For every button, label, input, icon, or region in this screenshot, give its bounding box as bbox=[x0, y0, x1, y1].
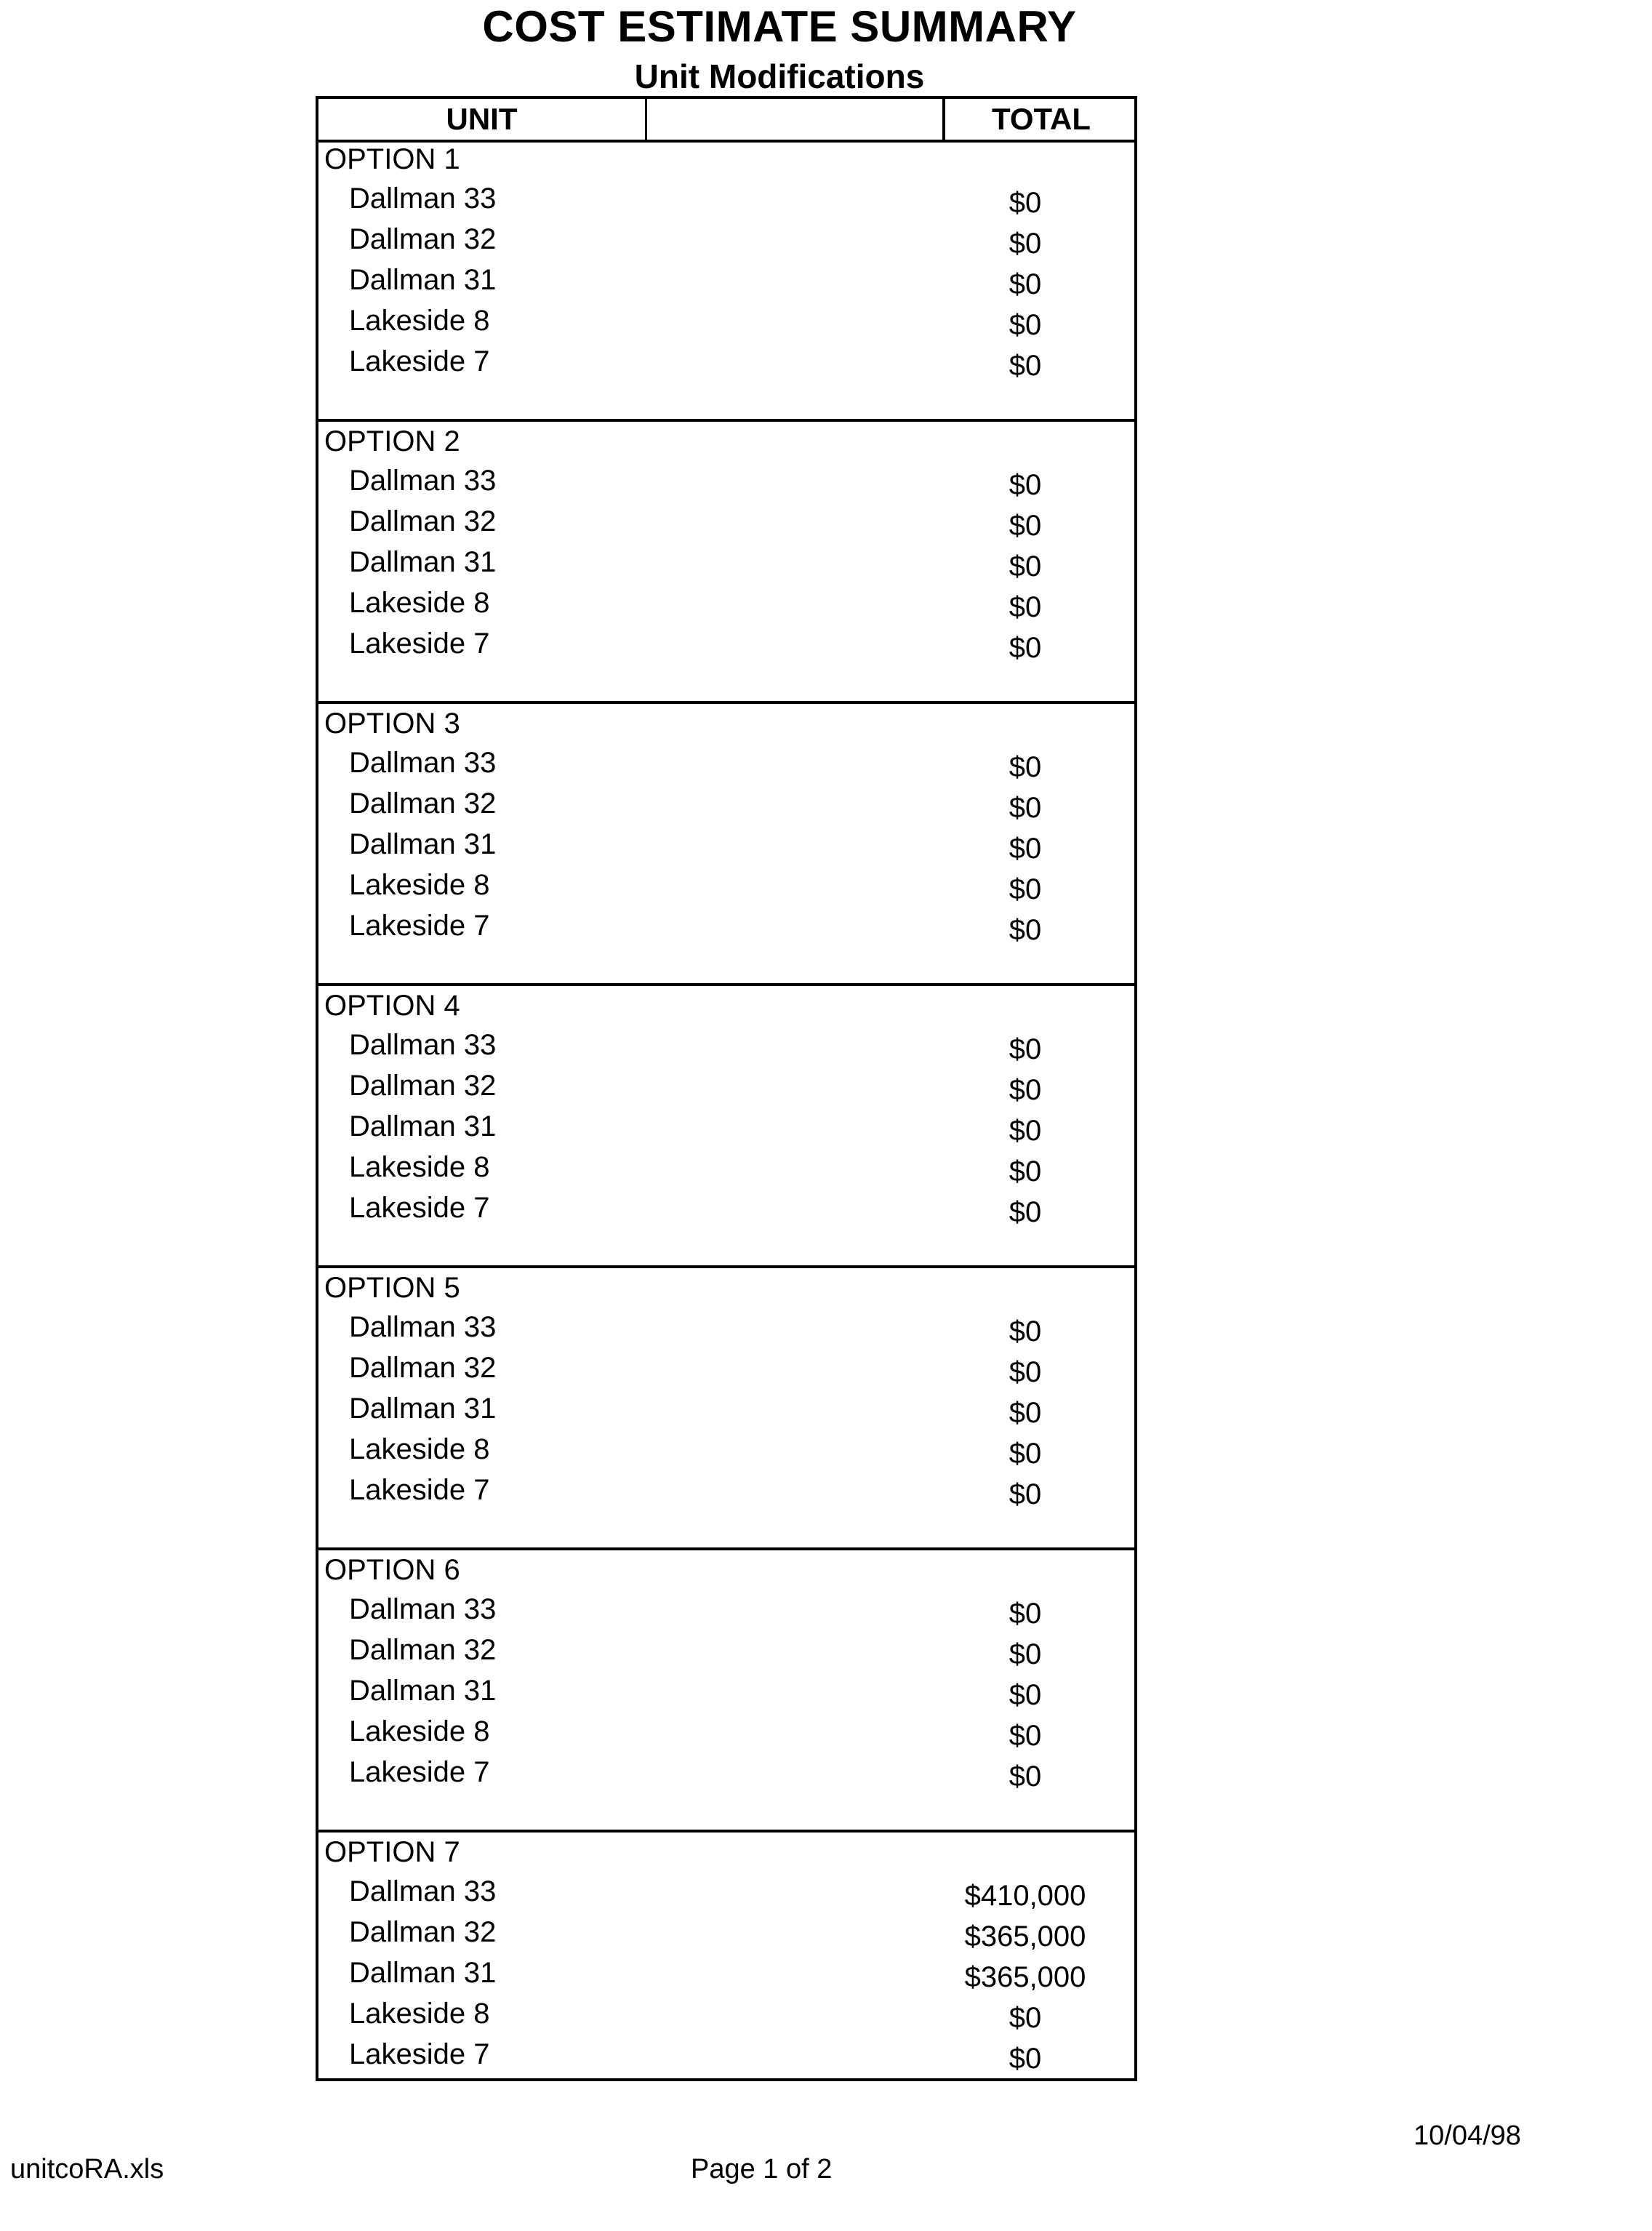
table-row bbox=[318, 461, 1134, 500]
page-subtitle: Unit Modifications bbox=[634, 57, 925, 95]
footer-page-number: Page 1 of 2 bbox=[691, 2154, 833, 2184]
unit-name: Lakeside 7 bbox=[349, 910, 490, 942]
table-row bbox=[318, 2035, 1134, 2074]
table-row bbox=[318, 624, 1134, 663]
table-row bbox=[318, 220, 1134, 259]
unit-name: Dallman 33 bbox=[349, 1311, 497, 1343]
unit-name: Dallman 33 bbox=[349, 183, 497, 215]
table-header-row bbox=[318, 99, 1134, 143]
option-label: OPTION 1 bbox=[324, 143, 460, 175]
unit-total: $0 bbox=[1009, 1115, 1042, 1147]
unit-total: $0 bbox=[1009, 268, 1042, 300]
unit-name: Dallman 32 bbox=[349, 223, 497, 255]
unit-name: Lakeside 8 bbox=[349, 305, 490, 337]
unit-total: $0 bbox=[1009, 1679, 1042, 1711]
blank-column-header bbox=[647, 99, 945, 140]
option-block bbox=[318, 140, 1134, 422]
unit-total: $0 bbox=[1009, 1155, 1042, 1187]
unit-name: Lakeside 8 bbox=[349, 587, 490, 619]
table-row bbox=[318, 179, 1134, 218]
table-row bbox=[318, 583, 1134, 622]
unit-name: Dallman 31 bbox=[349, 264, 497, 296]
unit-total: $0 bbox=[1009, 1397, 1042, 1429]
table-row bbox=[318, 906, 1134, 945]
footer-filename: unitcoRA.xls bbox=[10, 2154, 164, 2184]
table-row bbox=[318, 1307, 1134, 1347]
unit-name: Dallman 32 bbox=[349, 1634, 497, 1666]
option-label: OPTION 2 bbox=[324, 425, 460, 457]
table-row bbox=[318, 1953, 1134, 1992]
unit-total: $0 bbox=[1009, 2002, 1042, 2034]
unit-total: $365,000 bbox=[964, 1920, 1086, 1952]
unit-total: $0 bbox=[1009, 1074, 1042, 1106]
unit-name: Dallman 33 bbox=[349, 1029, 497, 1061]
table-row bbox=[318, 1630, 1134, 1670]
unit-name: Lakeside 8 bbox=[349, 869, 490, 901]
unit-total: $0 bbox=[1009, 1598, 1042, 1630]
unit-name: Lakeside 8 bbox=[349, 1151, 490, 1183]
unit-total: $0 bbox=[1009, 1638, 1042, 1670]
unit-name: Dallman 31 bbox=[349, 1675, 497, 1707]
unit-name: Dallman 32 bbox=[349, 788, 497, 820]
table-row bbox=[318, 1470, 1134, 1510]
option-block bbox=[318, 1268, 1134, 1550]
unit-total: $0 bbox=[1009, 751, 1042, 783]
unit-total: $0 bbox=[1009, 550, 1042, 582]
unit-total: $0 bbox=[1009, 1315, 1042, 1347]
table-row bbox=[318, 865, 1134, 905]
unit-name: Lakeside 7 bbox=[349, 2038, 490, 2070]
unit-total: $0 bbox=[1009, 1720, 1042, 1752]
unit-total: $365,000 bbox=[964, 1961, 1086, 1993]
table-row bbox=[318, 1912, 1134, 1952]
unit-total: $0 bbox=[1009, 1356, 1042, 1388]
table-row bbox=[318, 1994, 1134, 2033]
option-block bbox=[318, 1833, 1134, 2115]
unit-name: Dallman 32 bbox=[349, 505, 497, 537]
unit-total: $410,000 bbox=[964, 1880, 1086, 1912]
table-row bbox=[318, 1188, 1134, 1227]
unit-name: Dallman 33 bbox=[349, 1875, 497, 1907]
option-label: OPTION 4 bbox=[324, 990, 460, 1022]
table-row bbox=[318, 784, 1134, 823]
table-row bbox=[318, 825, 1134, 864]
unit-total: $0 bbox=[1009, 792, 1042, 824]
unit-name: Dallman 31 bbox=[349, 546, 497, 578]
unit-name: Dallman 32 bbox=[349, 1916, 497, 1948]
unit-name: Lakeside 7 bbox=[349, 345, 490, 377]
unit-name: Dallman 33 bbox=[349, 747, 497, 779]
option-block bbox=[318, 704, 1134, 986]
table-row bbox=[318, 542, 1134, 582]
unit-total: $0 bbox=[1009, 228, 1042, 260]
table-row bbox=[318, 1107, 1134, 1146]
table-row bbox=[318, 1066, 1134, 1105]
table-row bbox=[318, 301, 1134, 340]
table-row bbox=[318, 260, 1134, 300]
unit-name: Dallman 33 bbox=[349, 1593, 497, 1625]
table-row bbox=[318, 1147, 1134, 1187]
unit-total: $0 bbox=[1009, 1478, 1042, 1510]
unit-total: $0 bbox=[1009, 469, 1042, 501]
table-row bbox=[318, 1872, 1134, 1911]
table-row bbox=[318, 1389, 1134, 1428]
cost-summary-table bbox=[316, 96, 1137, 2081]
unit-name: Dallman 33 bbox=[349, 465, 497, 497]
unit-name: Dallman 31 bbox=[349, 828, 497, 860]
unit-name: Lakeside 8 bbox=[349, 1433, 490, 1465]
unit-name: Dallman 31 bbox=[349, 1957, 497, 1989]
total-column-header: TOTAL bbox=[991, 102, 1091, 136]
unit-name: Lakeside 7 bbox=[349, 1474, 490, 1506]
unit-total: $0 bbox=[1009, 1761, 1042, 1793]
option-label: OPTION 7 bbox=[324, 1836, 460, 1868]
table-row bbox=[318, 1753, 1134, 1792]
unit-total: $0 bbox=[1009, 350, 1042, 382]
unit-total: $0 bbox=[1009, 187, 1042, 219]
option-label: OPTION 6 bbox=[324, 1554, 460, 1586]
unit-name: Dallman 32 bbox=[349, 1070, 497, 1102]
unit-name: Lakeside 7 bbox=[349, 1756, 490, 1788]
footer-date: 10/04/98 bbox=[1414, 2120, 1521, 2151]
option-label: OPTION 5 bbox=[324, 1272, 460, 1304]
unit-total: $0 bbox=[1009, 510, 1042, 542]
table-row bbox=[318, 1590, 1134, 1629]
table-row bbox=[318, 1430, 1134, 1469]
option-block bbox=[318, 986, 1134, 1268]
option-label: OPTION 3 bbox=[324, 708, 460, 740]
unit-total: $0 bbox=[1009, 1196, 1042, 1228]
table-row bbox=[318, 1712, 1134, 1751]
unit-column-header: UNIT bbox=[318, 99, 647, 140]
table-row bbox=[318, 342, 1134, 381]
option-block bbox=[318, 1550, 1134, 1833]
table-row bbox=[318, 502, 1134, 541]
table-row bbox=[318, 1348, 1134, 1387]
table-row bbox=[318, 743, 1134, 782]
unit-name: Dallman 31 bbox=[349, 1110, 497, 1142]
unit-total: $0 bbox=[1009, 1033, 1042, 1065]
table-row bbox=[318, 1025, 1134, 1065]
unit-total: $0 bbox=[1009, 1438, 1042, 1470]
unit-name: Dallman 32 bbox=[349, 1352, 497, 1384]
unit-name: Lakeside 7 bbox=[349, 628, 490, 660]
page-title: COST ESTIMATE SUMMARY bbox=[482, 2, 1077, 51]
unit-name: Lakeside 8 bbox=[349, 1998, 490, 2030]
unit-name: Lakeside 7 bbox=[349, 1192, 490, 1224]
unit-total: $0 bbox=[1009, 914, 1042, 946]
unit-name: Lakeside 8 bbox=[349, 1715, 490, 1747]
table-row bbox=[318, 1671, 1134, 1710]
unit-total: $0 bbox=[1009, 873, 1042, 905]
unit-total: $0 bbox=[1009, 591, 1042, 623]
unit-total: $0 bbox=[1009, 632, 1042, 664]
unit-total: $0 bbox=[1009, 309, 1042, 341]
unit-total: $0 bbox=[1009, 2043, 1042, 2075]
unit-total: $0 bbox=[1009, 833, 1042, 865]
option-block bbox=[318, 422, 1134, 704]
unit-name: Dallman 31 bbox=[349, 1393, 497, 1425]
